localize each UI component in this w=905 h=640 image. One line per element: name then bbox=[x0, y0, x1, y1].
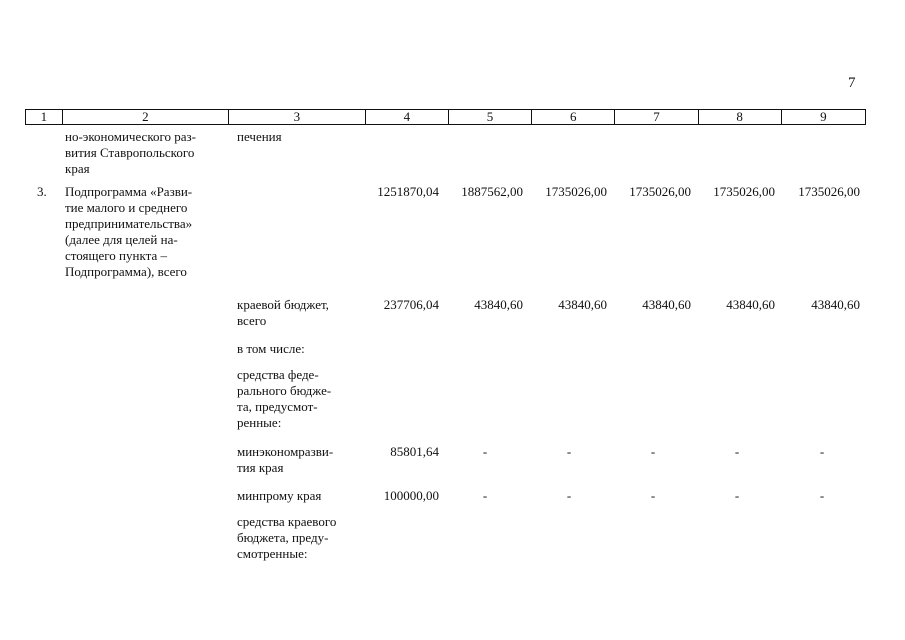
value-col-4: 1251870,04 bbox=[377, 184, 439, 199]
row-source: средства краевого бюджета, преду- смотренные: bbox=[237, 514, 337, 561]
row-description: Подпрограмма «Разви- тие малого и среднего предпринимательства» (далее для целей на- стоящего пункта – Подпрограмма), всего bbox=[65, 184, 193, 279]
row-source: средства феде- рального бюдже- та, предусмот- ренные: bbox=[237, 367, 332, 430]
header-col-9: 9 bbox=[820, 109, 827, 124]
table-header-row bbox=[25, 109, 866, 125]
value-col-6: 43840,60 bbox=[558, 297, 607, 312]
row-source: печения bbox=[237, 129, 282, 144]
value-col-5: - bbox=[482, 444, 488, 459]
header-col-5: 5 bbox=[449, 110, 532, 124]
value-col-7: 1735026,00 bbox=[629, 184, 691, 199]
row-number: 3. bbox=[37, 184, 47, 199]
header-col-3: 3 bbox=[229, 110, 366, 124]
header-col-8: 8 bbox=[699, 110, 782, 124]
value-col-5: 1887562,00 bbox=[461, 184, 523, 199]
row-source: в том числе: bbox=[237, 341, 305, 356]
row-source: минпрому края bbox=[237, 488, 322, 503]
value-col-8: 43840,60 bbox=[726, 297, 775, 312]
value-col-9: 1735026,00 bbox=[798, 184, 860, 199]
row-source: краевой бюджет, всего bbox=[237, 297, 329, 328]
value-col-9: - bbox=[819, 444, 825, 459]
value-col-7: - bbox=[650, 444, 656, 459]
header-col-6: 6 bbox=[532, 110, 615, 124]
value-col-6: - bbox=[566, 488, 572, 503]
value-col-5: 43840,60 bbox=[474, 297, 523, 312]
row-source: минэкономразви- тия края bbox=[237, 444, 334, 475]
row-description: но-экономического раз- вития Ставропольского края bbox=[65, 129, 196, 176]
header-col-1: 1 bbox=[26, 110, 63, 124]
value-col-4: 85801,64 bbox=[390, 444, 439, 459]
value-col-7: - bbox=[650, 488, 656, 503]
header-col-2: 2 bbox=[63, 110, 229, 124]
value-col-6: 1735026,00 bbox=[545, 184, 607, 199]
value-col-8: - bbox=[734, 444, 740, 459]
value-col-6: - bbox=[566, 444, 572, 459]
value-col-9: - bbox=[819, 488, 825, 503]
value-col-4: 237706,04 bbox=[383, 297, 439, 312]
header-col-7: 7 bbox=[615, 110, 698, 124]
value-col-5: - bbox=[482, 488, 488, 503]
page-number: 7 bbox=[848, 75, 856, 91]
header-col-4: 4 bbox=[366, 110, 449, 124]
value-col-7: 43840,60 bbox=[642, 297, 691, 312]
value-col-8: 1735026,00 bbox=[713, 184, 775, 199]
value-col-8: - bbox=[734, 488, 740, 503]
value-col-9: 43840,60 bbox=[811, 297, 860, 312]
value-col-4: 100000,00 bbox=[383, 488, 439, 503]
